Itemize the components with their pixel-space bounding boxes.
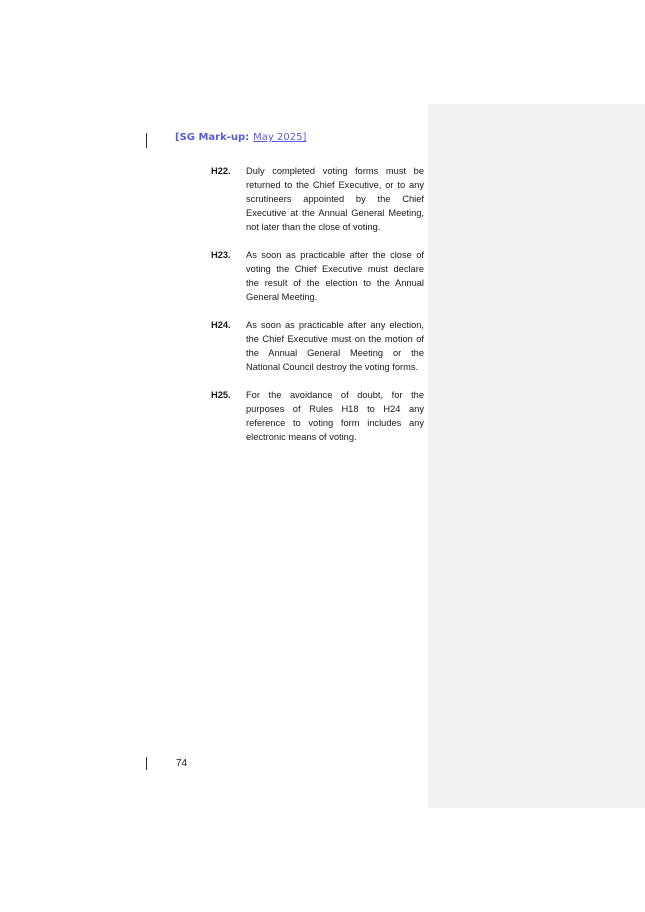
comment-pane xyxy=(428,104,645,808)
change-bar xyxy=(146,757,147,770)
rule-number: H24. xyxy=(211,320,231,330)
rule-item xyxy=(211,164,424,234)
rules-list xyxy=(211,164,424,458)
markup-header xyxy=(175,132,306,143)
rule-text: Duly completed voting forms must be returned to the Chief Executive, or to any scrutineers appointed by the Chief Executive at the Annual General Meeting, not later than the close of voting. xyxy=(246,166,424,232)
rule-item xyxy=(211,318,424,374)
rule-number: H23. xyxy=(211,250,231,260)
markup-tag: [SG Mark-up: xyxy=(175,132,250,143)
markup-date: May 2025] xyxy=(253,132,307,143)
rule-text: As soon as practicable after any election, the Chief Executive must on the motion of the Annual General Meeting or the National Council destroy the voting forms. xyxy=(246,320,424,372)
rule-item xyxy=(211,248,424,304)
rule-item xyxy=(211,388,424,444)
page-number: 74 xyxy=(176,758,188,769)
rule-text: As soon as practicable after the close of voting the Chief Executive must declare the result of the election to the Annual General Meeting. xyxy=(246,250,424,302)
rule-text: For the avoidance of doubt, for the purposes of Rules H18 to H24 any reference to voting form includes any electronic means of voting. xyxy=(246,390,424,442)
change-bar xyxy=(146,133,147,148)
rule-number: H22. xyxy=(211,166,231,176)
rule-number: H25. xyxy=(211,390,231,400)
